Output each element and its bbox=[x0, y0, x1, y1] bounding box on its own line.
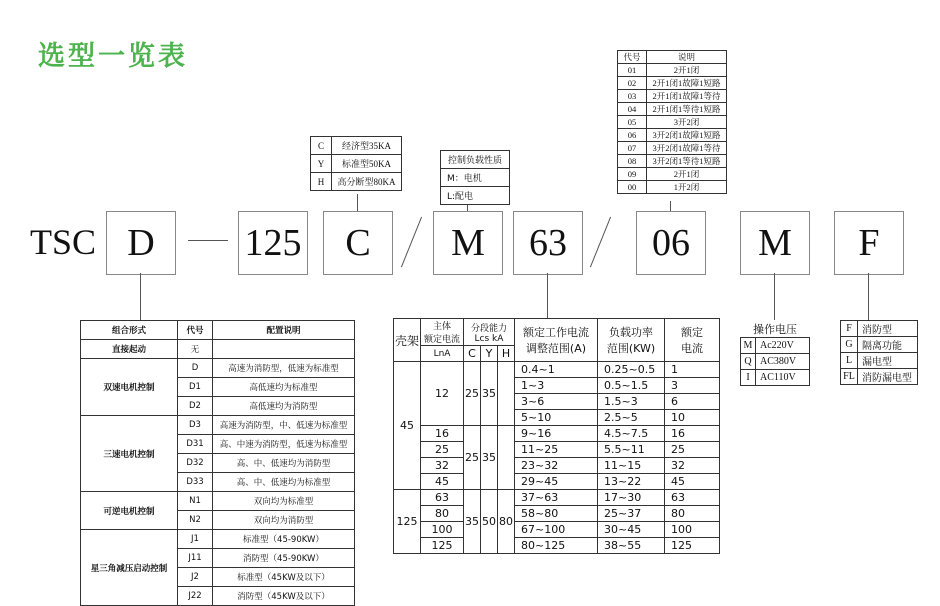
cell-power: 4.5~7.5 bbox=[598, 426, 665, 442]
cell-desc: 双向均为消防型 bbox=[213, 511, 355, 530]
cell-code: D32 bbox=[178, 454, 213, 473]
cell-power: 17~30 bbox=[598, 490, 665, 506]
cell-code: 07 bbox=[618, 142, 647, 155]
table-row bbox=[841, 337, 918, 353]
table-row bbox=[841, 321, 918, 337]
cell-rated: 80 bbox=[665, 506, 720, 522]
table-header: 额定 电流 bbox=[665, 319, 720, 362]
cell-desc: 2开1闭1故障1等待 bbox=[647, 90, 727, 103]
cell-break-h: 80 bbox=[498, 490, 515, 554]
cell-rated: 100 bbox=[665, 522, 720, 538]
cell-code: 04 bbox=[618, 103, 647, 116]
table-row bbox=[618, 90, 727, 103]
table-row bbox=[81, 416, 355, 435]
table-row bbox=[618, 142, 727, 155]
table-row bbox=[394, 442, 720, 458]
cell-power: 5.5~11 bbox=[598, 442, 665, 458]
cell-code: J22 bbox=[178, 587, 213, 606]
cell-code: D3 bbox=[178, 416, 213, 435]
cell-desc: 高低速均为标准型 bbox=[213, 378, 355, 397]
cell-code: Y bbox=[311, 155, 332, 173]
separator-dash bbox=[188, 240, 228, 241]
cell-code: FL bbox=[841, 369, 858, 385]
table-header-row bbox=[394, 319, 720, 346]
table-header: 额定工作电流 调整范围(A) bbox=[515, 319, 598, 362]
cell-power: 13~22 bbox=[598, 474, 665, 490]
cell-main: 12 bbox=[421, 362, 464, 426]
table-row bbox=[394, 538, 720, 554]
cell-desc: 隔离功能 bbox=[858, 337, 918, 353]
cell-desc: 高、中、低速均为消防型 bbox=[213, 454, 355, 473]
cell-desc: 消防型 bbox=[858, 321, 918, 337]
cell-rated: 25 bbox=[665, 442, 720, 458]
cell-rated: 45 bbox=[665, 474, 720, 490]
code-auxiliary: 06 bbox=[636, 211, 706, 275]
cell-code: G bbox=[841, 337, 858, 353]
table-row bbox=[81, 530, 355, 549]
cell-desc: AC380V bbox=[756, 354, 810, 370]
connector-line bbox=[670, 201, 671, 211]
cell-desc: 标准型（45-90KW） bbox=[213, 530, 355, 549]
cell-desc: 双向均为标准型 bbox=[213, 492, 355, 511]
cell-desc: 高、中速为消防型，低速为标准型 bbox=[213, 435, 355, 454]
cell-desc: 2开1闭1等待1短路 bbox=[647, 103, 727, 116]
cell-rated: 6 bbox=[665, 394, 720, 410]
table-row bbox=[394, 362, 720, 378]
code-combination: D bbox=[106, 211, 176, 275]
connector-line bbox=[547, 273, 548, 318]
cell-group: 星三角减压启动控制 bbox=[81, 530, 178, 606]
cell-code: 05 bbox=[618, 116, 647, 129]
cell-main: 80 bbox=[421, 506, 464, 522]
cell-code: M bbox=[741, 338, 756, 354]
cell-code: H bbox=[311, 173, 332, 191]
cell-main: 45 bbox=[421, 474, 464, 490]
cell-code: Q bbox=[741, 354, 756, 370]
cell-break-h bbox=[498, 426, 515, 490]
cell-adjust: 9~16 bbox=[515, 426, 598, 442]
cell-desc: AC110V bbox=[756, 370, 810, 386]
cell-desc: 2开1闭 bbox=[647, 64, 727, 77]
cell-code: D31 bbox=[178, 435, 213, 454]
table-row bbox=[81, 359, 355, 378]
cell-rated: 125 bbox=[665, 538, 720, 554]
cell-desc: 3开2闭1等待1短路 bbox=[647, 155, 727, 168]
cell-desc: M：电机 bbox=[441, 169, 510, 187]
table-row bbox=[741, 338, 810, 354]
cell-code: L bbox=[841, 353, 858, 369]
cell-adjust: 0.4~1 bbox=[515, 362, 598, 378]
cell-code: C bbox=[311, 137, 332, 155]
cell-power: 30~45 bbox=[598, 522, 665, 538]
table-header: 代号 bbox=[618, 51, 647, 64]
table-row bbox=[311, 137, 402, 155]
connector-line bbox=[774, 273, 775, 320]
cell-desc: 经济型35KA bbox=[332, 137, 402, 155]
table-row bbox=[841, 353, 918, 369]
cell-code: D1 bbox=[178, 378, 213, 397]
cell-code: 00 bbox=[618, 181, 647, 194]
cell-rated: 10 bbox=[665, 410, 720, 426]
cell-rated: 16 bbox=[665, 426, 720, 442]
cell-desc: L:配电 bbox=[441, 187, 510, 205]
code-voltage: M bbox=[740, 211, 810, 275]
table-row bbox=[311, 173, 402, 191]
table-row bbox=[618, 64, 727, 77]
model-prefix: TSC bbox=[30, 222, 97, 262]
cell-adjust: 11~25 bbox=[515, 442, 598, 458]
voltage-table bbox=[740, 321, 810, 386]
table-row bbox=[618, 116, 727, 129]
table-row bbox=[394, 506, 720, 522]
cell-desc: 漏电型 bbox=[858, 353, 918, 369]
cell-power: 0.25~0.5 bbox=[598, 362, 665, 378]
cell-break-y: 50 bbox=[481, 490, 498, 554]
cell-desc: 2开1闭 bbox=[647, 168, 727, 181]
cell-adjust: 58~80 bbox=[515, 506, 598, 522]
cell-frame: 45 bbox=[394, 362, 421, 490]
cell-adjust: 3~6 bbox=[515, 394, 598, 410]
cell-break-c: 25 bbox=[464, 426, 481, 490]
cell-main: 100 bbox=[421, 522, 464, 538]
cell-power: 0.5~1.5 bbox=[598, 378, 665, 394]
table-header-row bbox=[741, 321, 810, 338]
table-header: 负载功率 范围(KW) bbox=[598, 319, 665, 362]
code-load-nature: M bbox=[433, 211, 503, 275]
table-row bbox=[741, 370, 810, 386]
table-header: 分段能力 Lcs kA bbox=[464, 319, 515, 346]
cell-code: J11 bbox=[178, 549, 213, 568]
table-row bbox=[618, 103, 727, 116]
cell-desc bbox=[213, 340, 355, 359]
code-function: F bbox=[834, 211, 904, 275]
cell-code: I bbox=[741, 370, 756, 386]
table-row bbox=[394, 474, 720, 490]
table-row bbox=[741, 354, 810, 370]
cell-group: 可逆电机控制 bbox=[81, 492, 178, 530]
cell-code: 08 bbox=[618, 155, 647, 168]
cell-adjust: 23~32 bbox=[515, 458, 598, 474]
connector-line bbox=[357, 194, 358, 211]
table-row bbox=[394, 522, 720, 538]
table-row bbox=[618, 155, 727, 168]
cell-rated: 32 bbox=[665, 458, 720, 474]
table-header: Y bbox=[481, 346, 498, 362]
table-row bbox=[441, 187, 510, 205]
cell-adjust: 67~100 bbox=[515, 522, 598, 538]
cell-desc: 高分断型80KA bbox=[332, 173, 402, 191]
cell-code: 03 bbox=[618, 90, 647, 103]
table-header: 说明 bbox=[647, 51, 727, 64]
cell-adjust: 5~10 bbox=[515, 410, 598, 426]
cell-group: 直接起动 bbox=[81, 340, 178, 359]
table-header-row bbox=[81, 321, 355, 340]
cell-code: 无 bbox=[178, 340, 213, 359]
table-row bbox=[441, 151, 510, 169]
table-header: 控制负载性质 bbox=[441, 151, 510, 169]
cell-group: 三速电机控制 bbox=[81, 416, 178, 492]
table-row bbox=[618, 181, 727, 194]
cell-rated: 63 bbox=[665, 490, 720, 506]
code-frame-current: 125 bbox=[238, 211, 308, 275]
table-header-row bbox=[618, 51, 727, 64]
cell-main: 125 bbox=[421, 538, 464, 554]
cell-break-c: 35 bbox=[464, 490, 481, 554]
table-row bbox=[394, 458, 720, 474]
table-row bbox=[441, 169, 510, 187]
cell-power: 11~15 bbox=[598, 458, 665, 474]
separator-slash bbox=[401, 217, 422, 267]
cell-group: 双速电机控制 bbox=[81, 359, 178, 416]
table-row bbox=[394, 426, 720, 442]
cell-main: 16 bbox=[421, 426, 464, 442]
cell-desc: 消防型（45KW及以下） bbox=[213, 587, 355, 606]
rating-table bbox=[393, 318, 720, 554]
cell-desc: 2开1闭1故障1短路 bbox=[647, 77, 727, 90]
cell-desc: 高速为消防型，低速为标准型 bbox=[213, 359, 355, 378]
load-nature-table bbox=[440, 150, 510, 205]
cell-rated: 1 bbox=[665, 362, 720, 378]
page-title: 选型一览表 bbox=[38, 41, 188, 72]
table-header: C bbox=[464, 346, 481, 362]
cell-desc: 消防漏电型 bbox=[858, 369, 918, 385]
cell-desc: 1开2闭 bbox=[647, 181, 727, 194]
cell-desc: 标准型50KA bbox=[332, 155, 402, 173]
cell-desc: 3开2闭1故障1短路 bbox=[647, 129, 727, 142]
code-rated-current: 63 bbox=[513, 211, 583, 275]
cell-desc: 标准型（45KW及以下） bbox=[213, 568, 355, 587]
table-header: 组合形式 bbox=[81, 321, 178, 340]
cell-power: 25~37 bbox=[598, 506, 665, 522]
connector-line bbox=[868, 273, 869, 320]
cell-code: 06 bbox=[618, 129, 647, 142]
table-row bbox=[81, 340, 355, 359]
cell-desc: 3开2闭1故障1等待 bbox=[647, 142, 727, 155]
cell-code: J2 bbox=[178, 568, 213, 587]
cell-break-y: 35 bbox=[481, 426, 498, 490]
cell-main: 25 bbox=[421, 442, 464, 458]
cell-desc: 高低速均为消防型 bbox=[213, 397, 355, 416]
combination-table bbox=[80, 320, 355, 606]
cell-code: N1 bbox=[178, 492, 213, 511]
table-header: 壳架 bbox=[394, 319, 421, 362]
cell-code: F bbox=[841, 321, 858, 337]
table-header: 代号 bbox=[178, 321, 213, 340]
cell-desc: 3开2闭 bbox=[647, 116, 727, 129]
cell-code: D bbox=[178, 359, 213, 378]
table-row bbox=[618, 129, 727, 142]
cell-code: D33 bbox=[178, 473, 213, 492]
table-header: 操作电压 bbox=[753, 324, 797, 336]
cell-main: 32 bbox=[421, 458, 464, 474]
code-breaking-capacity: C bbox=[323, 211, 393, 275]
cell-power: 38~55 bbox=[598, 538, 665, 554]
cell-break-c: 25 bbox=[464, 362, 481, 426]
cell-desc: Ac220V bbox=[756, 338, 810, 354]
cell-desc: 高、中、低速均为标准型 bbox=[213, 473, 355, 492]
cell-frame: 125 bbox=[394, 490, 421, 554]
cell-code: 02 bbox=[618, 77, 647, 90]
cell-adjust: 1~3 bbox=[515, 378, 598, 394]
table-row bbox=[841, 369, 918, 385]
table-row bbox=[81, 492, 355, 511]
cell-adjust: 80~125 bbox=[515, 538, 598, 554]
cell-code: J1 bbox=[178, 530, 213, 549]
table-row bbox=[618, 77, 727, 90]
cell-main: 63 bbox=[421, 490, 464, 506]
table-header: 配置说明 bbox=[213, 321, 355, 340]
table-header: LnA bbox=[421, 346, 464, 362]
breaking-capacity-table bbox=[310, 136, 402, 191]
cell-code: N2 bbox=[178, 511, 213, 530]
cell-break-y: 35 bbox=[481, 362, 498, 426]
auxiliary-contact-table bbox=[617, 50, 727, 194]
table-header: H bbox=[498, 346, 515, 362]
connector-line bbox=[140, 273, 141, 321]
cell-desc: 高速为消防型，中、低速为标准型 bbox=[213, 416, 355, 435]
cell-power: 2.5~5 bbox=[598, 410, 665, 426]
table-header: 主体 额定电流 bbox=[421, 319, 464, 346]
cell-code: 01 bbox=[618, 64, 647, 77]
cell-adjust: 37~63 bbox=[515, 490, 598, 506]
cell-break-h bbox=[498, 362, 515, 426]
table-row bbox=[618, 168, 727, 181]
cell-adjust: 29~45 bbox=[515, 474, 598, 490]
table-row bbox=[394, 490, 720, 506]
cell-rated: 3 bbox=[665, 378, 720, 394]
table-row bbox=[311, 155, 402, 173]
cell-code: 09 bbox=[618, 168, 647, 181]
separator-slash bbox=[590, 217, 611, 267]
cell-code: D2 bbox=[178, 397, 213, 416]
cell-power: 1.5~3 bbox=[598, 394, 665, 410]
function-table bbox=[840, 320, 918, 385]
cell-desc: 消防型（45-90KW） bbox=[213, 549, 355, 568]
